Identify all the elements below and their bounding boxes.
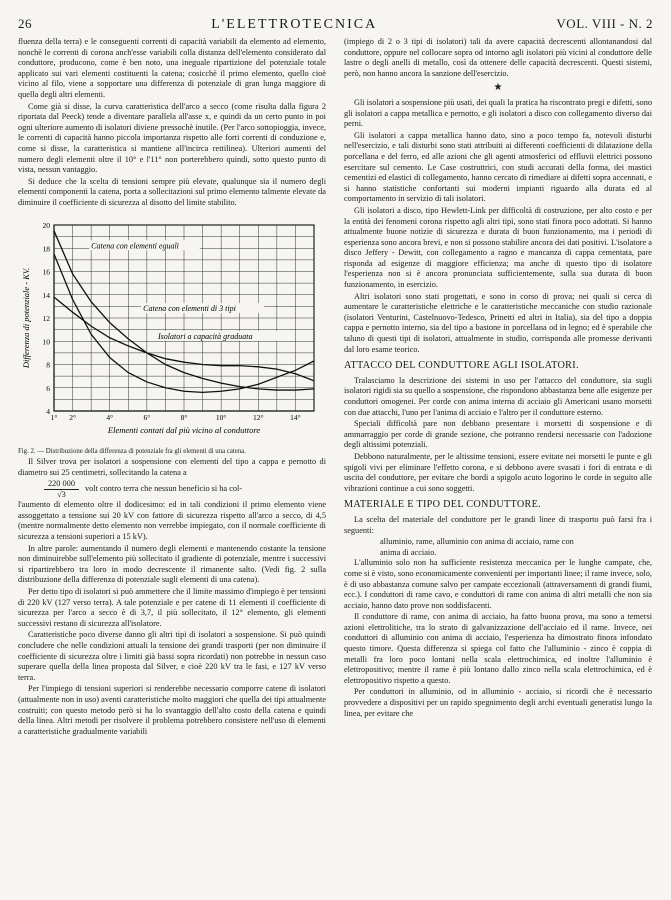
figure-2 xyxy=(18,215,326,447)
x-tick-label: 8° xyxy=(180,412,188,422)
potential-distribution-chart xyxy=(18,215,326,443)
right-column xyxy=(344,37,652,738)
material-list xyxy=(344,537,652,558)
paragraph: L'alluminio solo non ha sufficiente resistenza meccanica per le lunghe campate, che, come si è visto, sono economicamente convenienti per importanti linee; il rame invece, solo, è di uso abbastanza comune salvo per campate eccezionali (attraversamenti di grandi fiumi, ecc.). I conduttori di rame cavo, e conduttori di rame con anima di altri metalli che non sia acciaio, hanno dato prove non soddisfacenti. xyxy=(344,558,652,610)
x-tick-label: 6° xyxy=(143,412,151,422)
page-number: 26 xyxy=(18,16,32,31)
formula-tail: volt contro terra che nessun beneficio si ha col- xyxy=(84,484,243,494)
list-item: alluminio, rame, alluminio con anima di acciaio, rame con xyxy=(380,537,574,547)
paragraph: Si deduce che la scelta di tensioni sempre più elevate, qualunque sia il numero degli elementi componenti la catena, porta a sollecitazioni sul primo elemento talmente elevate da diminuire il coefficiente di sicurezza al disotto del limite stabilito. xyxy=(18,176,326,207)
page-header xyxy=(18,16,653,33)
series-label: Isolatori a capacità graduata xyxy=(158,331,253,341)
y-axis-label: Differenza di potenziale - KV. xyxy=(21,267,31,368)
paragraph: Debbono naturalmente, per le altissime tensioni, essere evitate nei morsetti le punte e gli spigoli vivi per eliminare l'effetto corona, e si debbono avere svasati i fori di entrata e di uscita del conduttore, per evitare che bordi a spigolo acuto logorino le corde in seguito alle vibrazioni continue a cui sono soggetti. xyxy=(344,451,652,493)
paragraph: La scelta del materiale del conduttore per le grandi linee di trasporto può farsi fra i seguenti: xyxy=(344,514,652,535)
volume-number: VOL. VIII - N. 2 xyxy=(556,16,653,31)
x-tick-label: 1° xyxy=(50,412,58,422)
series-label: Catena con elementi di 3 tipi xyxy=(143,303,236,313)
paragraph: In altre parole: aumentando il numero degli elementi e mantenendo costante la tensione non diminuirebbe sull'elemento più sollecitato il gradiente di potenziale, mentre i successivi si ripartirebbero tra loro in modo decrescente il rimanente salto. (Vedi fig. 2 sulla distribuzione della differenza di potenziale sugli elementi di una catena). xyxy=(18,543,326,585)
paragraph: Per detto tipo di isolatori si può ammettere che il limite massimo d'impiego è per tensioni di 220 kV (127 verso terra). A tale potenziale e per catene di 11 elementi il coefficiente di sicurezza per l'arco a secco è di 3,7, il più sollecitato, il 12° elemento, gli elementi successivi restano di sicurezza all'isolatore. xyxy=(18,587,326,628)
paragraph: Caratteristiche poco diverse danno gli altri tipi di isolatori a sospensione. Si può quindi concludere che nelle condizioni attuali la tensione dei grandi trasporti (per non diminuire il coefficiente di sicurezza oltre i limiti già bassi sopra ricordati) non potrebbe in nessun caso superare quella della linea proposta dal Silver, e cioè 220 kV tra le fasi, e 127 kV verso terra. xyxy=(18,630,326,682)
paragraph: Per conduttori in alluminio, od in alluminio - acciaio, si ricordi che è necessario provvedere a dispositivi per un rapido spegnimento degli archi eventuali generatisi lungo la linea, per evitare che xyxy=(344,687,652,718)
paragraph: Altri isolatori sono stati progettati, e sono in corso di prova; nei quali si cerca di aumentare le caratteristiche elettriche e le caratteristiche meccaniche con studio razionale (isolatori Venturini, Castelnuovo-Tedesco, Prinetti ed altri in Italia), sia del tipo a doppia cappa e pernotto interno, sia del tipo a bastone in porcellana od in legno; ed è sperabile che taluno di questi tipi di isolatori, attualmente in studio, corrisponda alle promesse derivanti dal loro esame teorico. xyxy=(344,291,652,354)
x-axis-label: Elementi contati dal più vicino al conduttore xyxy=(107,424,261,435)
x-tick-label: 12° xyxy=(253,412,264,422)
paragraph: Speciali difficoltà pare non debbano presentare i morsetti di sospensione e di ammarraggio per corde di grande sezione, che potranno rendersi necessarie con l'adozione degli altissimi potenziali. xyxy=(344,419,652,450)
y-tick-label: 18 xyxy=(42,243,50,253)
paragraph: Il conduttore di rame, con anima di acciaio, ha fatto buona prova, ma sono a temersi azioni elettrolitiche, tra lo strato di galvanizzazione dell'acciaio ed il rame. Invece, nei conduttori di alluminio con anima di acciaio, l'esperienza ha dimostrato finora infondato questo timore. Questa differenza si spiega col fatto che l'alluminio - zinco è coppia di metalli fra loro poco lontani nella scala elettrochimica, ed inoltre l'alluminio è elettropositivo; mentre il rame è più lontano dallo zinco nella scala elettrochimica, ed è elettropositivo rispetto a questo. xyxy=(344,612,652,685)
paragraph: Come già si disse, la curva caratteristica dell'arco a secco (come risulta dalla figura 2 riportata dal Peeck) tende a diventare parallela all'asse x, e quindi da un certo punto in poi ogni ulteriore aumento di isolatori diviene pressochè inutile. (Per l'arco sottopioggia, invece, le correnti di capacità hanno piccola importanza rispetto alle forti correnti di conduzione e, come si disse, la caratteristica si mantiene all'incirca rettilinea). Ulteriori aumenti del numero degli elementi oltre il 10° e l'11° non porterebbero quindi, sotto questo punto di vista, nessun vantaggio. xyxy=(18,101,326,175)
series-label: Catena con elementi eguali xyxy=(91,240,179,250)
section-heading-attacco: ATTACCO DEL CONDUTTORE AGLI ISOLATORI. xyxy=(344,360,579,372)
formula-numerator: 220 000 xyxy=(44,479,79,490)
paragraph: Gli isolatori a disco, tipo Hewlett-Link per difficoltà di costruzione, per alto costo e per la entità dei fenomeni corona rispetto agli altri tipi, sono stati finora poco adottati. Si hanno attualmente buone notizie di sicurezza e durata di buon funzionamento, ma i periodi di esperienza sono ancora brevi, e non si possono stabilire ancora dei dati positivi. L'isolatore a disco Jeffery - Dewitt, con collegamento a ragno e mancanza di cappa cementata, pare risponda ad esigenze di maggiore efficienza; ma anche di questo tipo di isolatore l'esperienza non si è ancora pronunciata sufficientemente, sulla sua durata di buon funzionamento, in esercizio. xyxy=(344,205,652,290)
journal-title: L'ELETTROTECNICA xyxy=(211,17,378,32)
y-tick-label: 6 xyxy=(46,383,50,393)
paragraph: Tralasciamo la descrizione dei sistemi in uso per l'attacco del conduttore, sia sugli isolatori rigidi sia su quello a sospensione, che rispondono abbastanza bene alle esigenze per conduttori omogenei. Per corde con anima interna di acciaio gli Americani usano morsetti con due attacchi, l'uno per l'anima di acciaio e l'altro per il conduttore esterno. xyxy=(344,375,652,417)
section-separator-star: ★ xyxy=(493,82,503,94)
list-item: anima di acciaio. xyxy=(380,547,437,557)
y-tick-label: 12 xyxy=(42,313,50,323)
columns xyxy=(18,37,653,738)
y-tick-label: 8 xyxy=(46,360,50,369)
x-tick-label: 10° xyxy=(215,412,227,422)
y-tick-label: 20 xyxy=(42,220,50,230)
paragraph: (impiego di 2 o 3 tipi di isolatori) tali da avere capacità decrescenti allontanandosi dal conduttore, oppure nel collocare sopra od intorno agli isolatori più vicini al conduttore delle lastre o degli anelli di metallo, così da ottenere delle capacità decrescenti. Questi sistemi, però, non hanno ancora la sanzione dell'esercizio. xyxy=(344,37,652,78)
paragraph: Per l'impiego di tensioni superiori si renderebbe necessario comporre catene di isolatori (attualmente non in uso) aventi caratteristiche molto maggiori che quella dei tipi attualmente costruiti; con questo metodo però si ha lo svantaggio dell'alto costo della catena e quindi della linea. Altri metodi per risolvere il problema potrebbero consistere nell'uso di elementi a caratteristiche gradualmente variabili xyxy=(18,684,326,736)
y-tick-label: 10 xyxy=(42,336,50,346)
formula xyxy=(18,479,326,500)
paragraph: fluenza della terra) e le conseguenti correnti di capacità variabili da elemento ad elemento, nonchè le correnti di corona anch'esse variabili colla distanza dell'elemento considerato dal conduttore, producono, come è ben noto, una ineguale ripartizione del potenziale totale applicato sui vari elementi costituenti la catena; cosicchè il primo elemento, quello cioè vicino al filo, viene a sopportare una differenza di potenziale di gran lunga maggiore di quella degli altri elementi. xyxy=(18,37,326,99)
left-column xyxy=(18,37,326,738)
paragraph: Il Silver trova per isolatori a sospensione con elementi del tipo a cappa e pernotto di diametro sui 25 centimetri, sollecitando la catena a xyxy=(18,457,326,477)
figure-caption: Fig. 2. — Distribuzione della differenza di potenziale fra gli elementi di una catena. xyxy=(18,448,246,456)
y-tick-label: 16 xyxy=(42,267,50,276)
formula-fraction xyxy=(44,479,79,500)
y-tick-label: 4 xyxy=(46,406,50,416)
x-tick-label: 2° xyxy=(69,412,76,422)
section-heading-materiale: MATERIALE E TIPO DEL CONDUTTORE. xyxy=(344,499,542,511)
paragraph: Gli isolatori a cappa metallica hanno dato, sino a poco tempo fa, notevoli disturbi nell'esercizio, e tali disturbi sono stati attribuiti ai differenti coefficienti di dilatazione della porcellana e del ferro, ed alle azioni che gli agenti atmosferici od effluvii elettrici possono esercitare sul cemento. Le Case costruttrici, con studi accurati della forma, dei mastici cementizi ed elastici di collegamento, hanno cercato di rimediare ai difetti sopra accennati, e si hanno statistiche confortanti sui moderni impianti riguardo alla durata ed al comportamento in servizio di tali isolatori. xyxy=(344,130,652,204)
x-tick-label: 4° xyxy=(106,412,114,422)
paragraph: l'aumento di elemento oltre il dodicesimo: ed in tali condizioni il primo elemento viene assoggettato a tensione sui 20 kV con fattore di sicurezza rispetto all'arco a secco, di 4,5 (mentre normalmente detto elemento non verrebbe impiegato, con il normale coefficiente di sicurezza a tensioni superiori a 15 kV). xyxy=(18,500,326,542)
formula-denominator: √3 xyxy=(57,490,66,500)
x-tick-label: 14° xyxy=(290,412,301,422)
paragraph: Gli isolatori a sospensione più usati, dei quali la pratica ha riscontrato pregi e difetti, sono gli isolatori a cappa metallica e pernotto, e gli isolatori a disco con collegamento diverso dai perni. xyxy=(344,97,652,129)
y-tick-label: 14 xyxy=(42,290,50,300)
